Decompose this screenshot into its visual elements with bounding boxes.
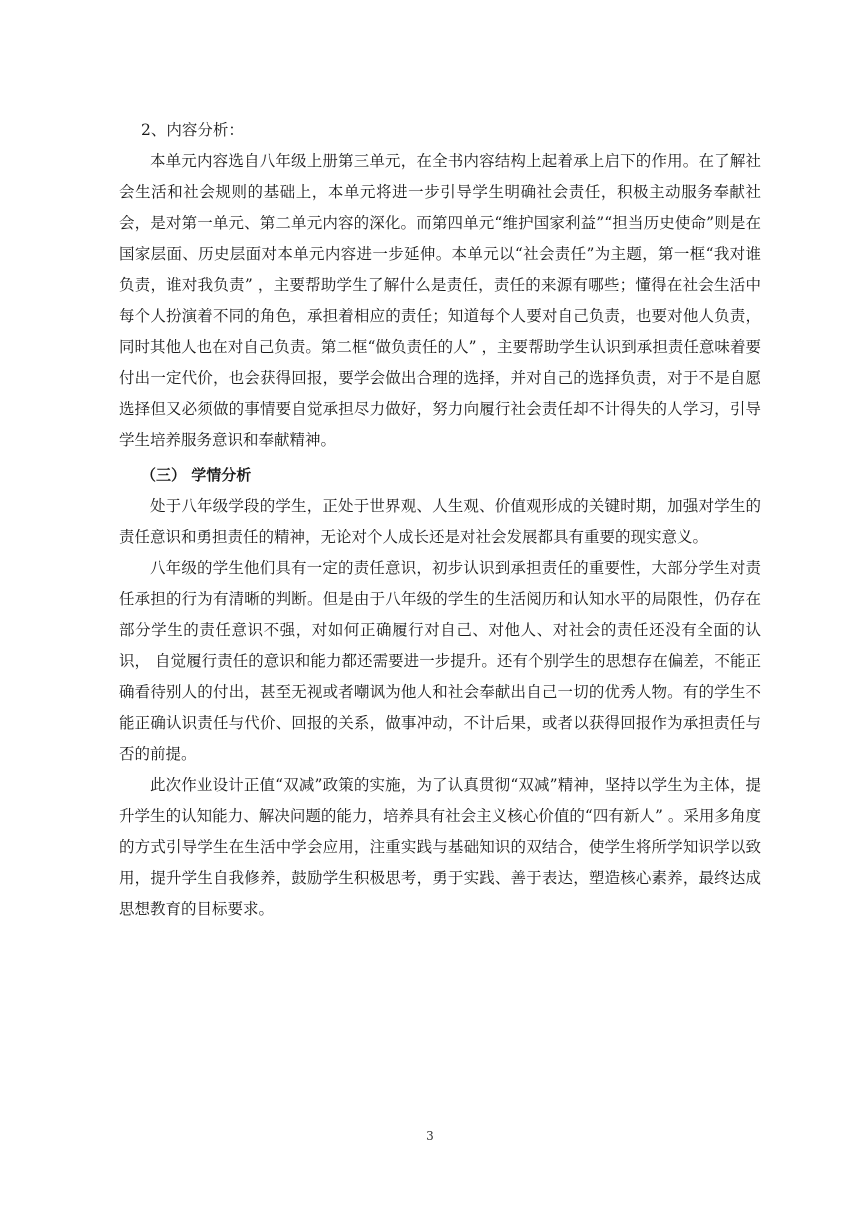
student-analysis-heading: （三） 学情分析 bbox=[141, 466, 252, 484]
page-number: 3 bbox=[426, 1129, 434, 1143]
student-analysis-paragraph-1: 处于八年级学段的学生，正处于世界观、人生观、价值观形成的关键时期，加强对学生的责任意识和勇担责任的精神，无论对个人成长还是对社会发展都具有重要的现实意义。 bbox=[119, 497, 761, 546]
student-analysis-paragraph-2: 八年级的学生他们具有一定的责任意识，初步认识到承担责任的重要性，大部分学生对责任承担的行为有清晰的判断。但是由于八年级的学生的生活阅历和认知水平的局限性，仍存在部分学生的责任意识不强，对如何正确履行对自己、对他人、对社会的责任还没有全面的认识， 自觉履行责任的意识和能力都还需要进一步提升。还有个别学生的思想存在偏差，不能正确看待别人的付出，甚至无视或者嘲讽为他人和社会奉献出自己一切的优秀人物。有的学生不能正确认识责任与代价、回报的关系，做事冲动，不计后果，或者以获得回报作为承担责任与否的前提。 bbox=[119, 559, 761, 763]
homework-design-paragraph: 此次作业设计正值“双减”政策的实施，为了认真贯彻“双减”精神，坚持以学生为主体，提升学生的认知能力、解决问题的能力，培养具有社会主义核心价值的“四有新人” 。采用多角度的方式引导学生在生活中学会应用，注重实践与基础知识的双结合，使学生将所学知识学以致用，提升学生自我修养，鼓励学生积极思考，勇于实践、善于表达，塑造核心素养，最终达成思想教育的目标要求。 bbox=[119, 776, 761, 918]
content-analysis-heading: 2、内容分析： bbox=[141, 121, 244, 139]
content-analysis-paragraph: 本单元内容选自八年级上册第三单元，在全书内容结构上起着承上启下的作用。在了解社会生活和社会规则的基础上，本单元将进一步引导学生明确社会责任，积极主动服务奉献社会，是对第一单元、第二单元内容的深化。而第四单元“维护国家利益”“担当历史使命”则是在国家层面、历史层面对本单元内容进一步延伸。本单元以“社会责任”为主题，第一框“我对谁负责，谁对我负责” ，主要帮助学生了解什么是责任，责任的来源有哪些；懂得在社会生活中每个人扮演着不同的角色，承担着相应的责任；知道每个人要对自己负责，也要对他人负责，同时其他人也在对自己负责。第二框“做负责任的人” ，主要帮助学生认识到承担责任意味着要付出一定代价，也会获得回报，要学会做出合理的选择，并对自己的选择负责，对于不是自愿选择但又必须做的事情要自觉承担尽力做好，努力向履行社会责任却不计得失的人学习，引导学生培养服务意识和奉献精神。 bbox=[119, 152, 761, 449]
document-body bbox=[119, 115, 761, 925]
